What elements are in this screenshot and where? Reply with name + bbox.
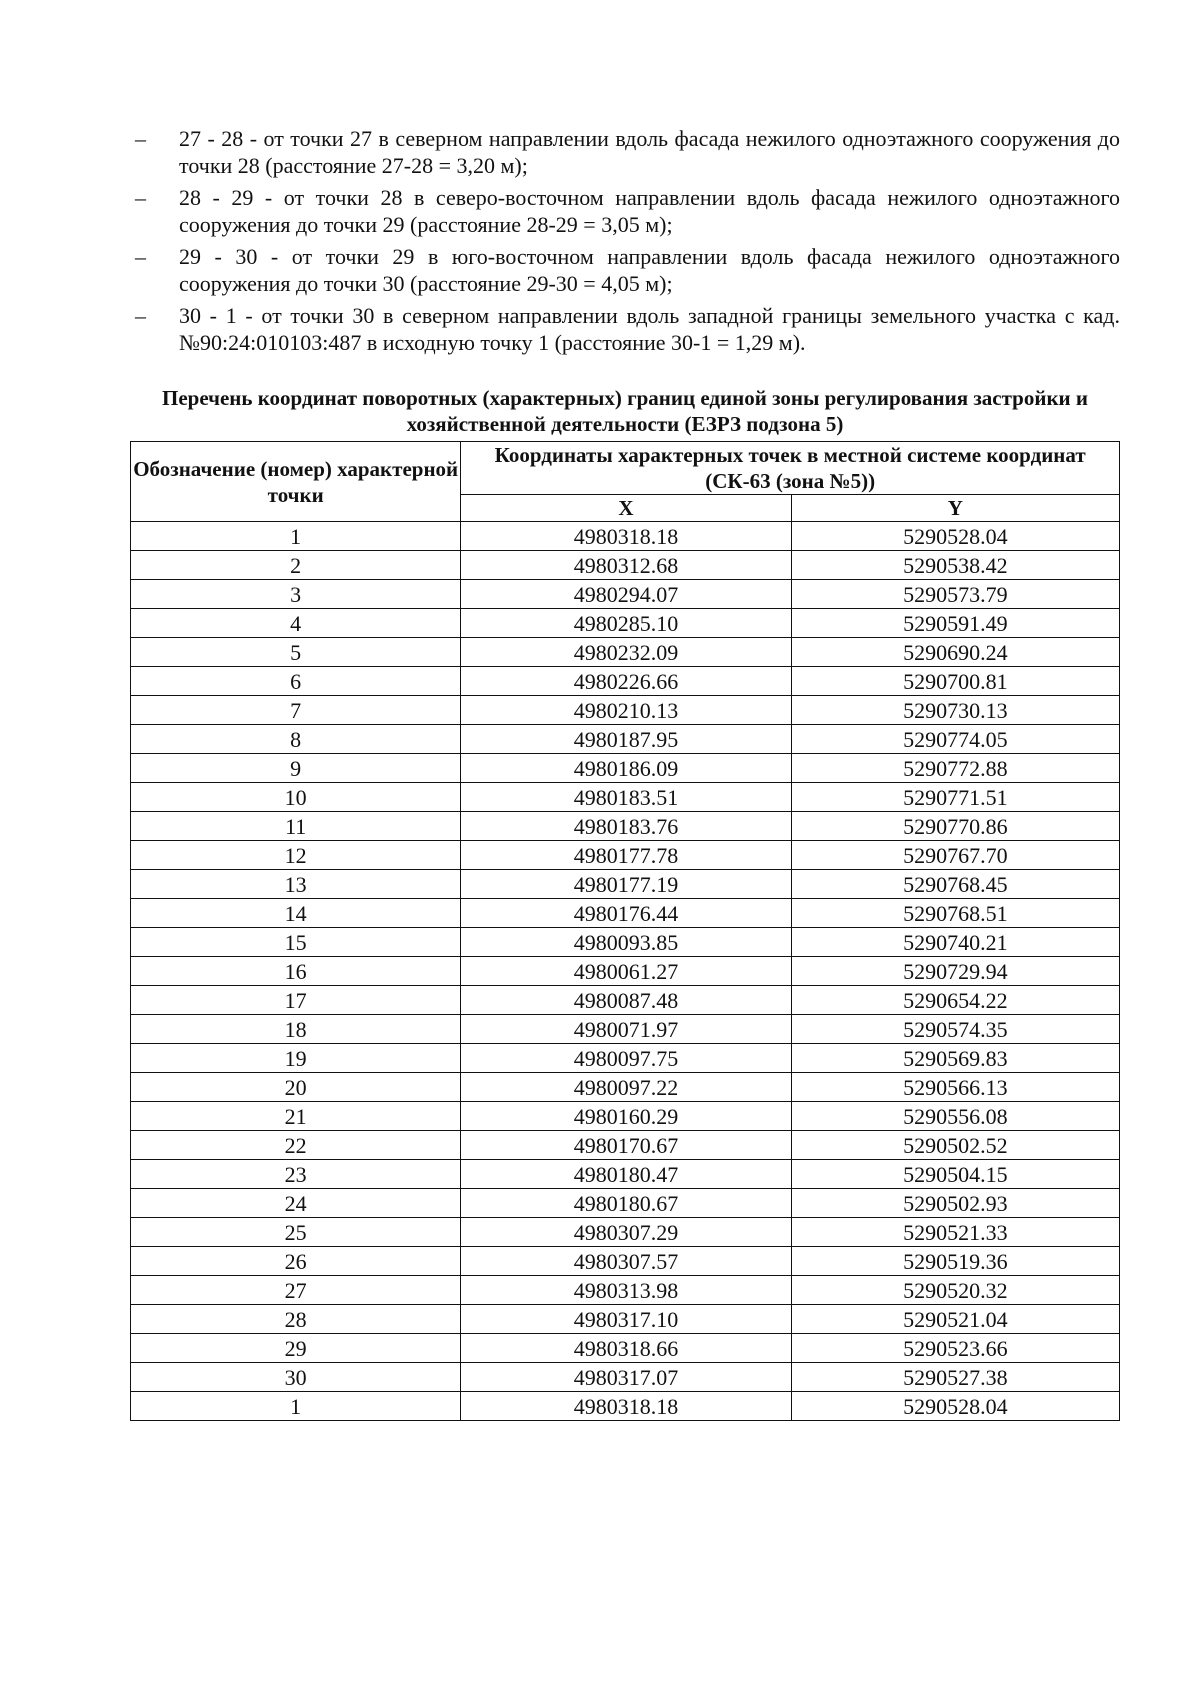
bullet-dash: – <box>135 303 146 328</box>
cell-y: 5290771.51 <box>791 783 1119 812</box>
cell-y: 5290770.86 <box>791 812 1119 841</box>
cell-y: 5290566.13 <box>791 1073 1119 1102</box>
cell-x: 4980285.10 <box>461 609 791 638</box>
table-row <box>131 1073 1120 1102</box>
table-row <box>131 696 1120 725</box>
header-coordinates: Координаты характерных точек в местной системе координат (СК-63 (зона №5)) <box>461 442 1120 495</box>
cell-point-number: 1 <box>131 1392 461 1421</box>
cell-y: 5290654.22 <box>791 986 1119 1015</box>
cell-x: 4980061.27 <box>461 957 791 986</box>
cell-y: 5290574.35 <box>791 1015 1119 1044</box>
cell-x: 4980312.68 <box>461 551 791 580</box>
cell-point-number: 22 <box>131 1131 461 1160</box>
cell-point-number: 12 <box>131 841 461 870</box>
cell-point-number: 9 <box>131 754 461 783</box>
cell-x: 4980307.57 <box>461 1247 791 1276</box>
cell-point-number: 27 <box>131 1276 461 1305</box>
cell-point-number: 26 <box>131 1247 461 1276</box>
cell-point-number: 17 <box>131 986 461 1015</box>
table-row <box>131 580 1120 609</box>
cell-y: 5290729.94 <box>791 957 1119 986</box>
cell-point-number: 8 <box>131 725 461 754</box>
cell-point-number: 16 <box>131 957 461 986</box>
cell-x: 4980180.47 <box>461 1160 791 1189</box>
table-row <box>131 1276 1120 1305</box>
table-row <box>131 1102 1120 1131</box>
cell-point-number: 20 <box>131 1073 461 1102</box>
cell-point-number: 5 <box>131 638 461 667</box>
cell-y: 5290767.70 <box>791 841 1119 870</box>
header-x: X <box>461 495 791 522</box>
cell-x: 4980160.29 <box>461 1102 791 1131</box>
cell-x: 4980226.66 <box>461 667 791 696</box>
cell-x: 4980176.44 <box>461 899 791 928</box>
cell-x: 4980313.98 <box>461 1276 791 1305</box>
cell-x: 4980170.67 <box>461 1131 791 1160</box>
cell-y: 5290520.32 <box>791 1276 1119 1305</box>
header-point-number: Обозначение (номер) характерной точки <box>131 442 461 522</box>
table-row <box>131 725 1120 754</box>
cell-x: 4980093.85 <box>461 928 791 957</box>
cell-x: 4980071.97 <box>461 1015 791 1044</box>
cell-y: 5290538.42 <box>791 551 1119 580</box>
cell-x: 4980232.09 <box>461 638 791 667</box>
list-item-text: 30 - 1 - от точки 30 в северном направлении вдоль западной границы земельного участка с кад. №90:24:010103:487 в исходную точку 1 (расстояние 30-1 = 1,29 м). <box>179 303 1120 355</box>
table-row <box>131 1305 1120 1334</box>
cell-y: 5290527.38 <box>791 1363 1119 1392</box>
table-row <box>131 812 1120 841</box>
list-item-text: 27 - 28 - от точки 27 в северном направлении вдоль фасада нежилого одноэтажного сооружения до точки 28 (расстояние 27-28 = 3,20 м); <box>179 126 1120 178</box>
cell-point-number: 10 <box>131 783 461 812</box>
list-item <box>135 125 1120 179</box>
cell-x: 4980317.07 <box>461 1363 791 1392</box>
table-header-row <box>131 442 1120 495</box>
table-row <box>131 1247 1120 1276</box>
cell-point-number: 6 <box>131 667 461 696</box>
table-row <box>131 928 1120 957</box>
table-row <box>131 609 1120 638</box>
cell-y: 5290528.04 <box>791 522 1119 551</box>
header-y: Y <box>791 495 1119 522</box>
table-row <box>131 1015 1120 1044</box>
table-row <box>131 1189 1120 1218</box>
cell-x: 4980097.75 <box>461 1044 791 1073</box>
list-item <box>135 302 1120 356</box>
cell-x: 4980177.78 <box>461 841 791 870</box>
cell-x: 4980186.09 <box>461 754 791 783</box>
cell-y: 5290690.24 <box>791 638 1119 667</box>
cell-y: 5290772.88 <box>791 754 1119 783</box>
cell-y: 5290519.36 <box>791 1247 1119 1276</box>
cell-y: 5290556.08 <box>791 1102 1119 1131</box>
table-row <box>131 870 1120 899</box>
cell-point-number: 11 <box>131 812 461 841</box>
table-row <box>131 667 1120 696</box>
list-item-text: 28 - 29 - от точки 28 в северо-восточном направлении вдоль фасада нежилого одноэтажного сооружения до точки 29 (расстояние 28-29 = 3,05 м); <box>179 185 1120 237</box>
table-row <box>131 1218 1120 1247</box>
cell-y: 5290768.45 <box>791 870 1119 899</box>
cell-y: 5290573.79 <box>791 580 1119 609</box>
coordinates-table <box>130 441 1120 1421</box>
table-row <box>131 1392 1120 1421</box>
bullet-dash: – <box>135 126 146 151</box>
cell-y: 5290523.66 <box>791 1334 1119 1363</box>
table-row <box>131 1044 1120 1073</box>
cell-y: 5290740.21 <box>791 928 1119 957</box>
table-row <box>131 841 1120 870</box>
cell-y: 5290504.15 <box>791 1160 1119 1189</box>
cell-point-number: 24 <box>131 1189 461 1218</box>
cell-point-number: 7 <box>131 696 461 725</box>
cell-point-number: 2 <box>131 551 461 580</box>
cell-x: 4980317.10 <box>461 1305 791 1334</box>
cell-point-number: 4 <box>131 609 461 638</box>
cell-x: 4980318.66 <box>461 1334 791 1363</box>
cell-point-number: 30 <box>131 1363 461 1392</box>
bullet-dash: – <box>135 185 146 210</box>
cell-point-number: 1 <box>131 522 461 551</box>
cell-point-number: 13 <box>131 870 461 899</box>
table-row <box>131 1363 1120 1392</box>
cell-x: 4980177.19 <box>461 870 791 899</box>
table-row <box>131 1160 1120 1189</box>
cell-y: 5290521.33 <box>791 1218 1119 1247</box>
table-heading: Перечень координат поворотных (характерных) границ единой зоны регулирования застройки и хозяйственной деятельности (ЕЗРЗ подзона 5) <box>161 386 1088 436</box>
table-row <box>131 986 1120 1015</box>
cell-point-number: 19 <box>131 1044 461 1073</box>
table-row <box>131 1334 1120 1363</box>
cell-y: 5290502.52 <box>791 1131 1119 1160</box>
cell-x: 4980183.76 <box>461 812 791 841</box>
boundary-description-list <box>135 125 1120 361</box>
table-row <box>131 899 1120 928</box>
cell-y: 5290521.04 <box>791 1305 1119 1334</box>
cell-point-number: 3 <box>131 580 461 609</box>
table-row <box>131 522 1120 551</box>
cell-point-number: 25 <box>131 1218 461 1247</box>
cell-x: 4980183.51 <box>461 783 791 812</box>
cell-x: 4980318.18 <box>461 522 791 551</box>
table-row <box>131 638 1120 667</box>
cell-y: 5290730.13 <box>791 696 1119 725</box>
cell-point-number: 29 <box>131 1334 461 1363</box>
cell-x: 4980307.29 <box>461 1218 791 1247</box>
table-body <box>131 522 1120 1421</box>
bullet-dash: – <box>135 244 146 269</box>
cell-y: 5290700.81 <box>791 667 1119 696</box>
table-row <box>131 1131 1120 1160</box>
list-item-text: 29 - 30 - от точки 29 в юго-восточном направлении вдоль фасада нежилого одноэтажного сооружения до точки 30 (расстояние 29-30 = 4,05 м); <box>179 244 1120 296</box>
cell-point-number: 21 <box>131 1102 461 1131</box>
cell-point-number: 18 <box>131 1015 461 1044</box>
table-row <box>131 754 1120 783</box>
list-item <box>135 243 1120 297</box>
cell-y: 5290591.49 <box>791 609 1119 638</box>
cell-point-number: 28 <box>131 1305 461 1334</box>
cell-x: 4980294.07 <box>461 580 791 609</box>
cell-y: 5290528.04 <box>791 1392 1119 1421</box>
cell-point-number: 14 <box>131 899 461 928</box>
cell-x: 4980180.67 <box>461 1189 791 1218</box>
cell-y: 5290768.51 <box>791 899 1119 928</box>
cell-x: 4980187.95 <box>461 725 791 754</box>
cell-point-number: 15 <box>131 928 461 957</box>
table-row <box>131 551 1120 580</box>
cell-x: 4980318.18 <box>461 1392 791 1421</box>
cell-x: 4980087.48 <box>461 986 791 1015</box>
cell-y: 5290569.83 <box>791 1044 1119 1073</box>
table-row <box>131 783 1120 812</box>
cell-x: 4980210.13 <box>461 696 791 725</box>
table-row <box>131 957 1120 986</box>
cell-y: 5290502.93 <box>791 1189 1119 1218</box>
cell-x: 4980097.22 <box>461 1073 791 1102</box>
cell-y: 5290774.05 <box>791 725 1119 754</box>
cell-point-number: 23 <box>131 1160 461 1189</box>
list-item <box>135 184 1120 238</box>
